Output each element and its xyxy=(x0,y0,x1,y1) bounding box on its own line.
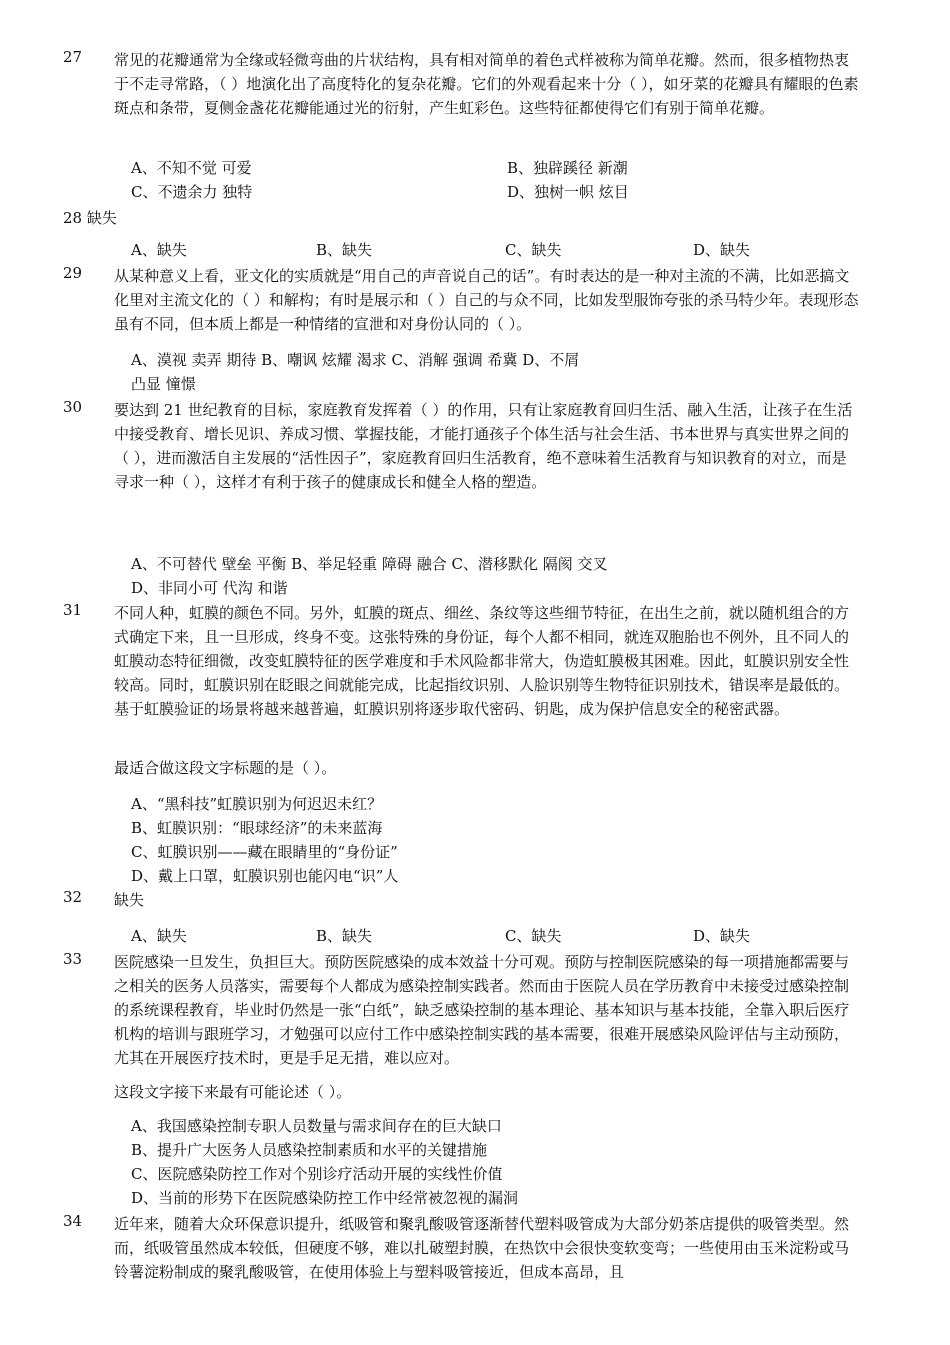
q33-option-c: C、医院感染防控工作对个别诊疗活动开展的实线性价值 xyxy=(131,1165,503,1183)
q32-option-d: D、缺失 xyxy=(693,927,751,945)
question-30-stem: 要达到 21 世纪教育的目标，家庭教育发挥着（ ）的作用，只有让家庭教育回归生活、融入生活，让孩子在生活中接受教育、增长见识、养成习惯、掌握技能，才能打通孩子个体生活与社会生活、书本世界与真实世界之间的（ ），进而激活自主发展的“活性因子”，家庭教育回归生活教育，绝不意味着生活教育与知识教育的对立，而是寻求一种（ ），这样才有利于孩子的健康成长和健全人格的塑造。 xyxy=(114,401,853,491)
q32-option-c: C、缺失 xyxy=(505,927,562,945)
question-number-32: 32 xyxy=(63,888,83,906)
q31-option-a: A、“黑科技”虹膜识别为何迟迟未红？ xyxy=(131,795,383,813)
q28-option-a: A、缺失 xyxy=(131,241,187,259)
q30-options-line-2: D、非同小可 代沟 和谐 xyxy=(131,579,288,597)
q32-option-a: A、缺失 xyxy=(131,927,187,945)
question-31-stem: 不同人种，虹膜的颜色不同。另外，虹膜的斑点、细丝、条纹等这些细节特征，在出生之前，就以随机组合的方式确定下来，且一旦形成，终身不变。这张特殊的身份证，每个人都不相同，就连双胞胎也不例外，且不同人的虹膜动态特征细微，改变虹膜特征的医学难度和手术风险都非常大，伪造虹膜极其困难。因此，虹膜识别安全性较高。同时，虹膜识别在眨眼之间就能完成，比起指纹识别、人脸识别等生物特征识别技术，错误率是最低的。基于虹膜验证的场景将越来越普遍，虹膜识别将逐步取代密码、钥匙，成为保护信息安全的秘密武器。 xyxy=(114,604,850,718)
q33-option-a: A、我国感染控制专职人员数量与需求间存在的巨大缺口 xyxy=(131,1117,502,1135)
question-33-stem: 医院感染一旦发生，负担巨大。预防医院感染的成本效益十分可观。预防与控制医院感染的每一项措施都需要与之相关的医务人员落实，需要每个人都成为感染控制实践者。然而由于医院人员在学历教育中未接受过感染控制的系统课程教育，毕业时仍然是一张“白纸”，缺乏感染控制的基本理论、基本知识与基本技能，全靠入职后医疗机构的培训与跟班学习，才勉强可以应付工作中感染控制实践的基本需要，很难开展感染风险评估与主动预防，尤其在开展医疗技术时，更是手足无措，难以应对。 xyxy=(114,953,850,1067)
question-34-stem: 近年来，随着大众环保意识提升，纸吸管和聚乳酸吸管逐渐替代塑料吸管成为大部分奶茶店提供的吸管类型。然而，纸吸管虽然成本较低，但硬度不够，难以扎破塑封膜，在热饮中会很快变软变弯；一些使用由玉米淀粉或马铃薯淀粉制成的聚乳酸吸管，在使用体验上与塑料吸管接近，但成本高昂，且 xyxy=(114,1215,850,1281)
q27-option-a: A、不知不觉 可爱 xyxy=(131,159,252,177)
question-29-stem: 从某种意义上看，亚文化的实质就是“用自己的声音说自己的话”。有时表达的是一种对主流的不满，比如恶搞文化里对主流文化的（ ）和解构；有时是展示和（ ）自己的与众不同，比如发型服饰夸张的杀马特少年。表现形态虽有不同，但本质上都是一种情绪的宣泄和对身份认同的（ ）。 xyxy=(114,267,859,333)
question-number-33: 33 xyxy=(63,950,83,968)
question-33-prompt: 这段文字接下来最有可能论述（ ）。 xyxy=(114,1083,352,1101)
q27-option-b: B、独辟蹊径 新潮 xyxy=(507,159,628,177)
question-31-prompt: 最适合做这段文字标题的是（ ）。 xyxy=(114,759,337,777)
q31-option-d: D、戴上口罩，虹膜识别也能闪电“识”人 xyxy=(131,867,399,885)
q27-option-d: D、独树一帜 炫目 xyxy=(507,183,629,201)
question-number-31: 31 xyxy=(63,601,83,619)
q29-options-line-1: A、漠视 卖弄 期待 B、嘲讽 炫耀 渴求 C、消解 强调 希冀 D、不屑 xyxy=(131,351,580,369)
q31-option-c: C、虹膜识别——藏在眼睛里的“身份证” xyxy=(131,843,398,861)
question-27-stem: 常见的花瓣通常为全缘或轻微弯曲的片状结构，具有相对简单的着色式样被称为简单花瓣。然而，很多植物热衷于不走寻常路，（ ）地演化出了高度特化的复杂花瓣。它们的外观看起来十分（ ），如牙菜的花瓣具有耀眼的色素斑点和条带，夏侧金盏花花瓣能通过光的衍射，产生虹彩色。这些特征都使得它们有别于简单花瓣。 xyxy=(114,51,859,117)
q31-option-b: B、虹膜识别：“眼球经济”的未来蓝海 xyxy=(131,819,383,837)
question-28-label: 28 缺失 xyxy=(63,209,117,227)
q33-option-d: D、当前的形势下在医院感染防控工作中经常被忽视的漏洞 xyxy=(131,1189,519,1207)
q33-option-b: B、提升广大医务人员感染控制素质和水平的关键措施 xyxy=(131,1141,488,1159)
question-number-29: 29 xyxy=(63,264,83,282)
q29-options-line-2: 凸显 憧憬 xyxy=(131,375,196,393)
q27-option-c: C、不遗余力 独特 xyxy=(131,183,253,201)
q30-options-line-1: A、不可替代 壁垒 平衡 B、举足轻重 障碍 融合 C、潜移默化 隔阂 交叉 xyxy=(131,555,608,573)
q28-option-c: C、缺失 xyxy=(505,241,562,259)
q28-option-d: D、缺失 xyxy=(693,241,751,259)
question-number-30: 30 xyxy=(63,398,83,416)
q32-option-b: B、缺失 xyxy=(316,927,373,945)
question-number-27: 27 xyxy=(63,48,83,66)
question-32-stem: 缺失 xyxy=(114,891,145,909)
q28-option-b: B、缺失 xyxy=(316,241,373,259)
question-number-34: 34 xyxy=(63,1212,83,1230)
